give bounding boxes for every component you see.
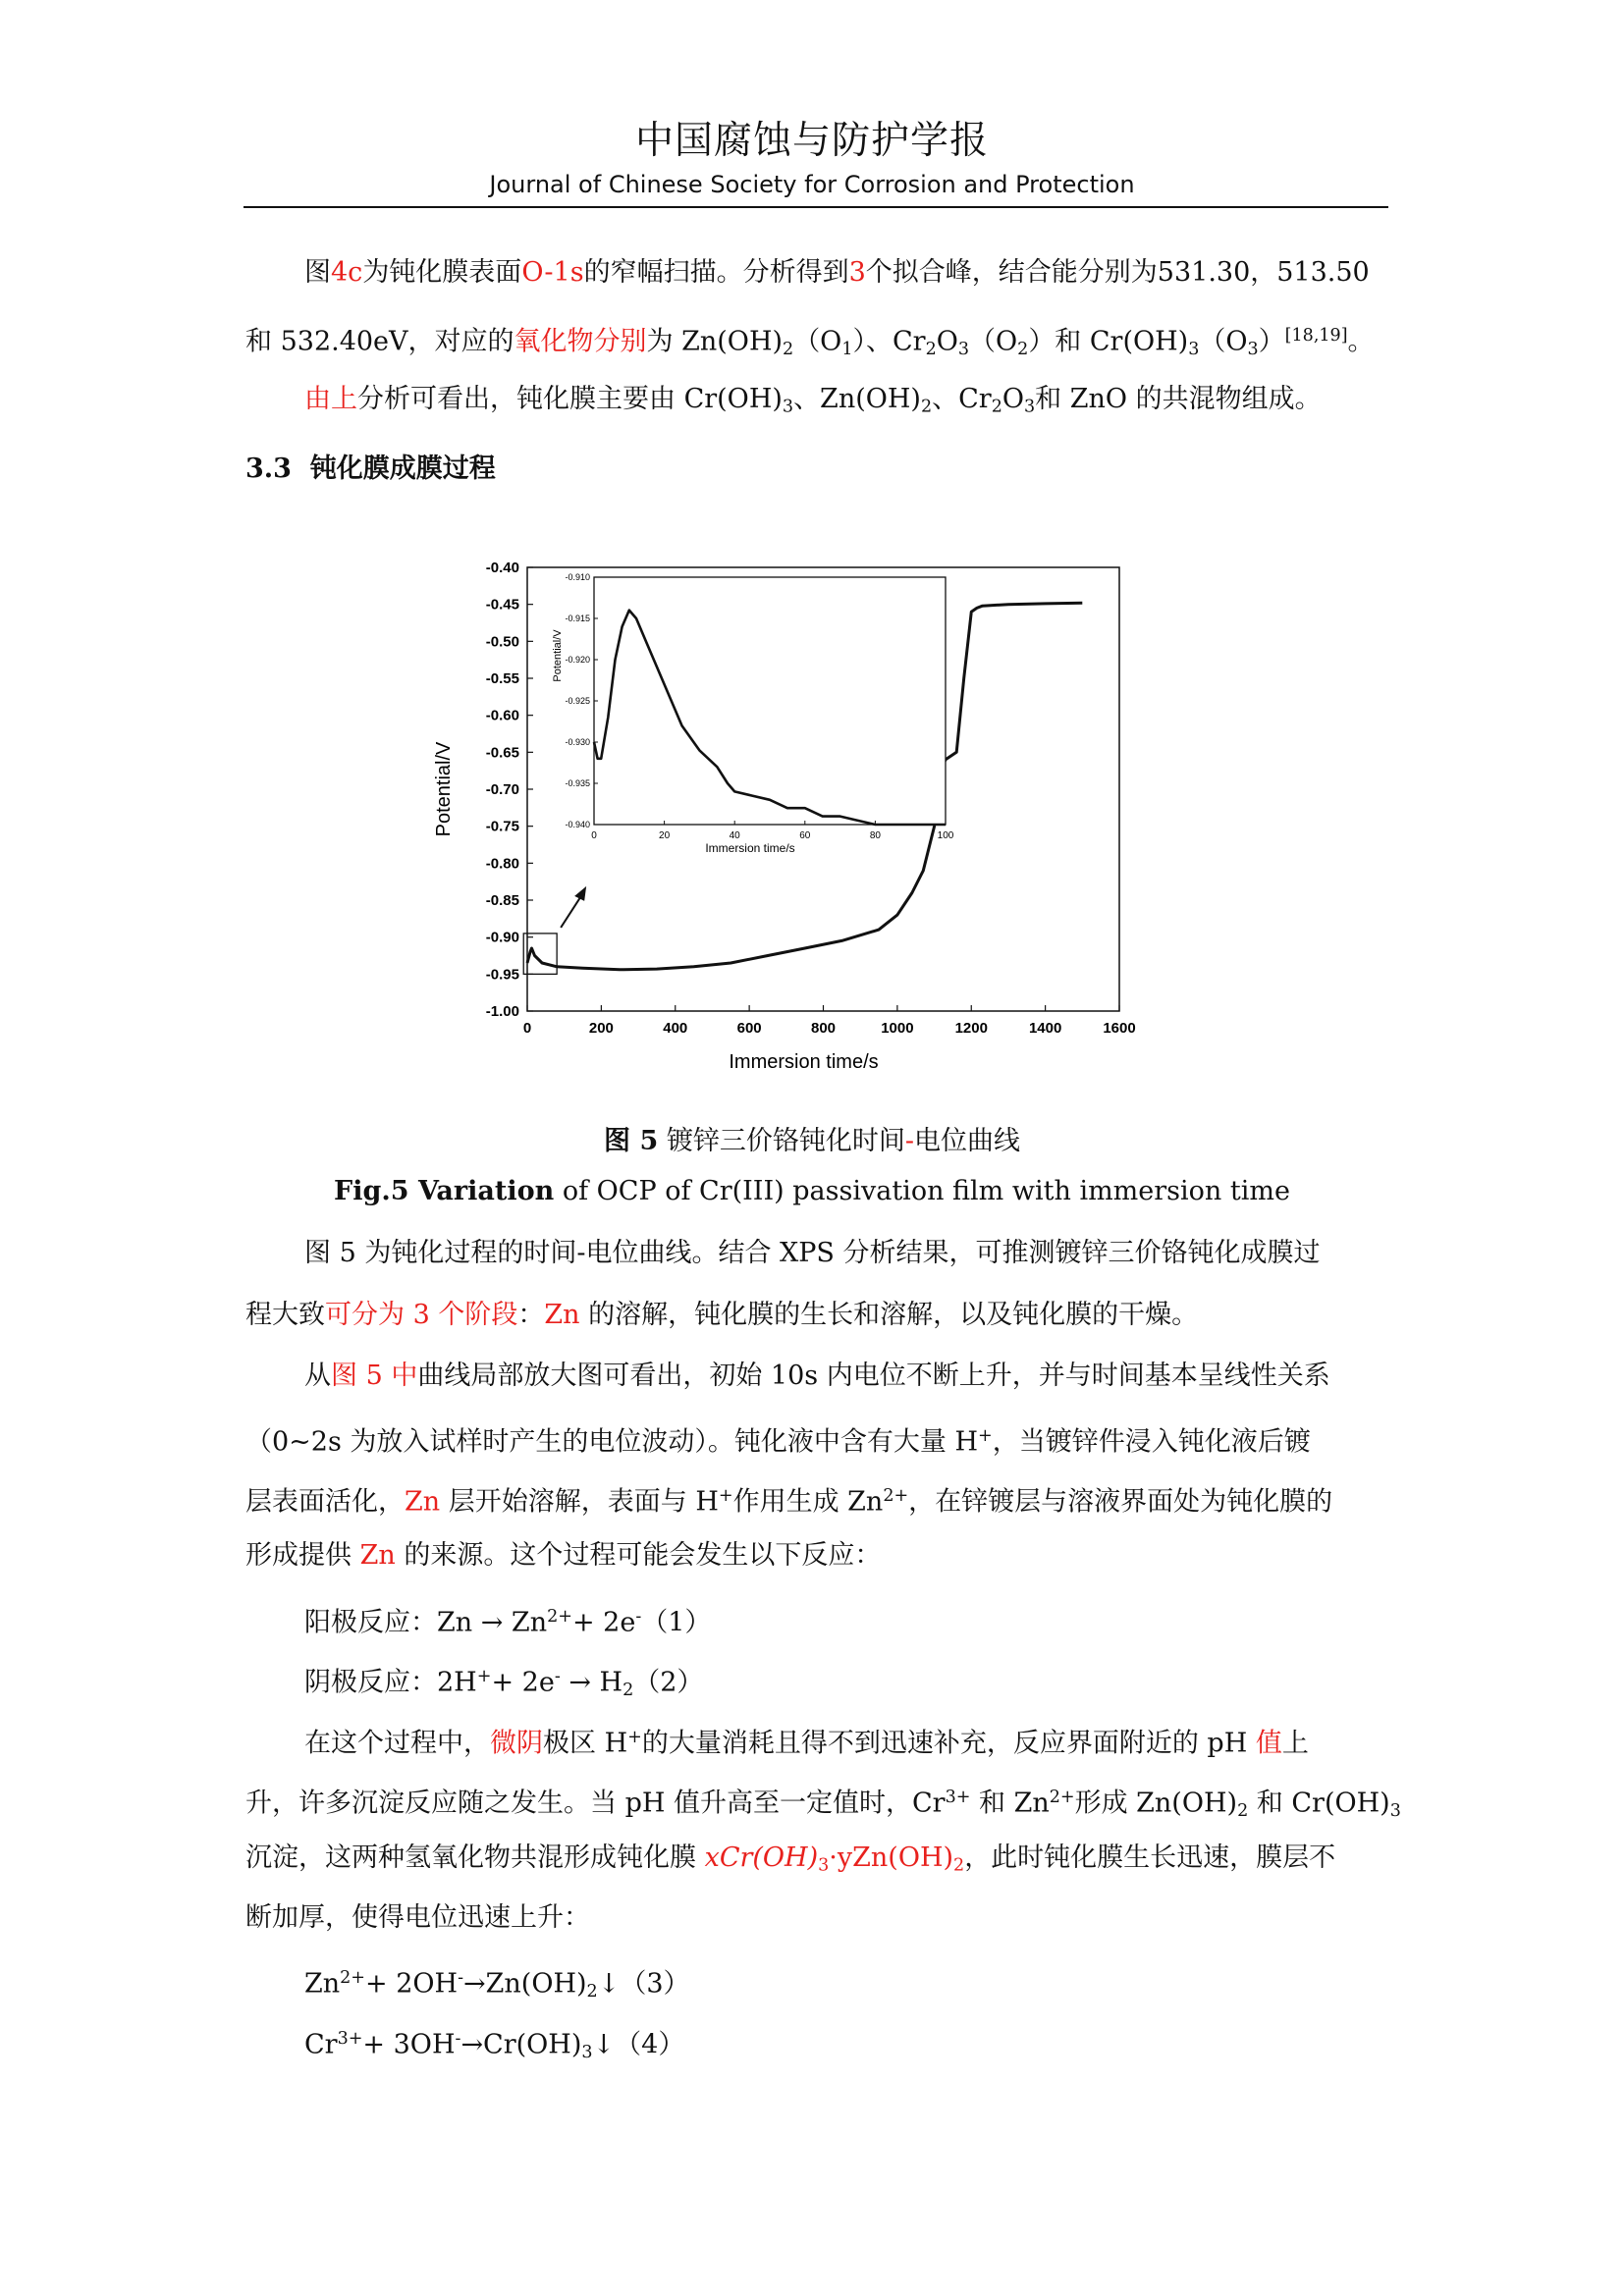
y-tick-label: -0.40 xyxy=(485,560,519,576)
inset-x-tick-label: 20 xyxy=(659,830,671,841)
inset-y-tick-label: -0.920 xyxy=(565,655,590,665)
y-tick-label: -0.90 xyxy=(485,929,519,946)
x-tick-label: 0 xyxy=(522,1020,532,1037)
zoom-arrow xyxy=(561,894,582,928)
inset-x-tick-label: 80 xyxy=(869,830,881,841)
paragraph-line: 图4c为钝化膜表面O-1s的窄幅扫描。分析得到3个拟合峰，结合能分别为531.30，513.50 xyxy=(304,257,1370,288)
inset-x-tick-label: 100 xyxy=(937,830,954,841)
inset-x-axis-label: Immersion time/s xyxy=(705,841,795,855)
paragraph-line: 形成提供 Zn 的来源。这个过程可能会发生以下反应： xyxy=(245,1540,882,1571)
figure-caption-cn: 图 5 镀锌三价铬钝化时间-电位曲线 xyxy=(604,1126,1020,1156)
y-tick-label: -0.50 xyxy=(485,633,519,651)
inset-x-tick-label: 40 xyxy=(729,830,740,841)
x-tick-label: 1200 xyxy=(954,1020,988,1037)
ocp-chart-svg xyxy=(422,550,1168,1080)
y-tick-label: -0.55 xyxy=(485,670,519,687)
header-rule xyxy=(244,206,1388,208)
y-tick-label: -0.45 xyxy=(485,596,519,614)
paragraph-line: 断加厚，使得电位迅速上升： xyxy=(245,1902,590,1933)
inset-y-tick-label: -0.930 xyxy=(565,737,590,747)
equation-anode: 阳极反应：$Zn \to Zn^{2+}+ 2e^-(1)$ xyxy=(304,1607,712,1638)
y-tick-label: -0.60 xyxy=(485,707,519,724)
paragraph-line: 从图 5 中曲线局部放大图可看出，初始 10s 内电位不断上升，并与时间基本呈线性关系 xyxy=(304,1361,1330,1391)
x-tick-label: 1600 xyxy=(1103,1020,1136,1037)
journal-title-en: Journal of Chinese Society for Corrosion and Protection xyxy=(489,171,1135,198)
figure-caption-en: Fig.5 Variation of OCP of Cr(III) passivation film with immersion time xyxy=(334,1176,1290,1206)
ocp-chart xyxy=(422,550,1168,1080)
x-tick-label: 1400 xyxy=(1028,1020,1062,1037)
y-axis-label: Potential/V xyxy=(433,741,455,837)
y-tick-label: -0.80 xyxy=(485,855,519,873)
x-axis-label: Immersion time/s xyxy=(729,1051,879,1073)
citation: [18,19] xyxy=(1284,326,1348,346)
paragraph-line: 层表面活化，Zn 层开始溶解，表面与 H+作用生成 $Zn^{2+}$，在锌镀层与溶液界面处为钝化膜的 xyxy=(245,1486,1333,1518)
paragraph-line: 程大致可分为 3 个阶段：Zn 的溶解，钝化膜的生长和溶解，以及钝化膜的干燥。 xyxy=(245,1300,1199,1330)
x-tick-label: 400 xyxy=(663,1020,688,1037)
inset-x-tick-label: 0 xyxy=(591,830,597,841)
y-tick-label: -0.70 xyxy=(485,781,519,798)
equation-cathode: 阴极反应：$2H^++ 2e^- \to H_2(2)$ xyxy=(304,1667,704,1701)
y-tick-label: -0.75 xyxy=(485,818,519,835)
paragraph-line: 沉淀，这两种氢氧化物共混形成钝化膜 $xCr(OH)_3\cdot yZn(OH)_2$，此时钝化膜生长迅速，膜层不 xyxy=(245,1842,1336,1876)
paragraph-line: 在这个过程中，微阴极区 H+的大量消耗且得不到迅速补充，反应界面附近的 pH 值上 xyxy=(304,1728,1309,1759)
x-tick-label: 600 xyxy=(736,1020,762,1037)
inset-y-tick-label: -0.910 xyxy=(565,572,590,582)
y-tick-label: -0.85 xyxy=(485,892,519,909)
y-tick-label: -0.95 xyxy=(485,966,519,984)
journal-title-cn: 中国腐蚀与防护学报 xyxy=(634,119,989,163)
paragraph-line: （0~2s 为放入试样时产生的电位波动）。钝化液中含有大量 H+，当镀锌件浸入钝化液后镀 xyxy=(245,1426,1311,1458)
inset-y-tick-label: -0.915 xyxy=(565,614,590,623)
equation-cr-hydroxide: $Cr^{3+}+$ $3OH^-\to Cr(OH)_3↓(4)$ xyxy=(304,2029,685,2063)
zoom-arrow-head xyxy=(574,886,586,901)
equation-zn-hydroxide: $Zn^{2+}+$ $2OH^-\to Zn(OH)_2↓(3)$ xyxy=(304,1968,690,2002)
inset-frame xyxy=(594,577,946,825)
y-tick-label: -0.65 xyxy=(485,744,519,762)
x-tick-label: 200 xyxy=(588,1020,614,1037)
paragraph-line: 和 532.40eV，对应的氧化物分别为 $Zn(OH)_2(O_1)$、$Cr_2O_3(O_2)$和 $Cr(OH)_3(O_3)[18,19]$。 xyxy=(245,326,1375,360)
inset-y-axis-label: Potential/V xyxy=(552,629,564,682)
inset-y-tick-label: -0.935 xyxy=(565,778,590,788)
inset-x-tick-label: 60 xyxy=(799,830,811,841)
paragraph-line: 由上分析可看出，钝化膜主要由 $Cr(OH)_3$、$Zn(OH)_2$、$Cr_2O_3$和 ZnO 的共混物组成。 xyxy=(304,384,1322,417)
y-tick-label: -1.00 xyxy=(485,1003,519,1020)
paragraph-line: 图 5 为钝化过程的时间-电位曲线。结合 XPS 分析结果，可推测镀锌三价铬钝化成膜过 xyxy=(304,1238,1321,1268)
section-heading: 3.3 钝化膜成膜过程 xyxy=(245,454,496,484)
inset-y-tick-label: -0.940 xyxy=(565,820,590,829)
x-tick-label: 800 xyxy=(810,1020,837,1037)
x-tick-label: 1000 xyxy=(881,1020,914,1037)
inset-y-tick-label: -0.925 xyxy=(565,696,590,706)
paragraph-line: 升，许多沉淀反应随之发生。当 pH 值升高至一定值时，$Cr^{3+}$ 和 $Zn^{2+}$形成 $Zn(OH)_2$ 和 $Cr(OH)_3$ xyxy=(245,1788,1401,1822)
